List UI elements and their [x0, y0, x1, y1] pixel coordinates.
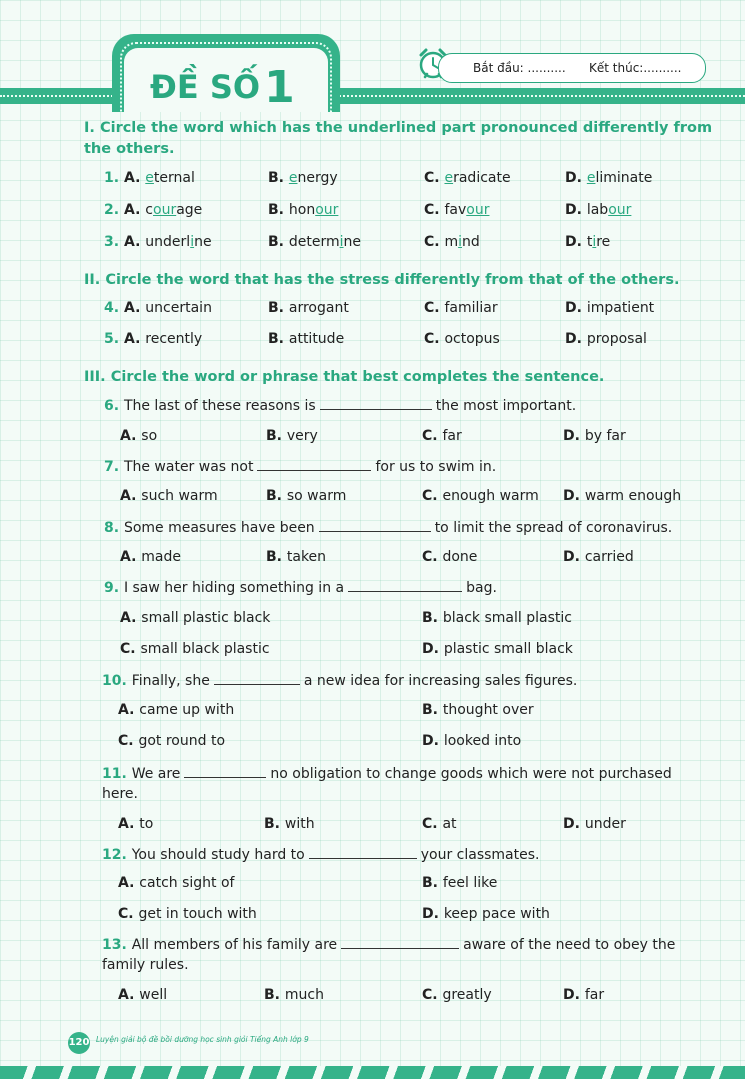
option-4 [565, 331, 647, 347]
option-2 [268, 170, 338, 186]
option-letter: C. [118, 733, 139, 749]
question-number-text: 12. [102, 847, 132, 863]
option-letter: C. [118, 906, 139, 922]
question-number-text: 13. [102, 937, 132, 953]
option-4 [563, 549, 634, 565]
option-4 [563, 428, 626, 444]
option-1 [118, 875, 234, 891]
page-header [0, 0, 745, 112]
end-label: Kết thúc:.......... [589, 61, 682, 75]
question-stem [102, 847, 539, 863]
stem-part-b: a new idea for increasing sales figures. [303, 673, 578, 689]
option-text: far [442, 428, 462, 444]
question-stem [104, 520, 672, 536]
option-text-pre: fav [444, 202, 467, 218]
page-number: 120 [68, 1032, 90, 1054]
stem-continuation: here. [102, 786, 138, 802]
option-text: feel like [442, 875, 498, 891]
stem-part-b: your classmates. [420, 847, 540, 863]
option-4 [565, 170, 652, 186]
answer-blank [319, 531, 431, 532]
option-letter: D. [422, 733, 444, 749]
page-title [150, 62, 295, 113]
option-letter: B. [264, 816, 285, 832]
option-letter: A. [124, 202, 146, 218]
option-2 [268, 234, 361, 250]
question-number [104, 300, 119, 316]
option-text: with [284, 816, 315, 832]
option-2 [268, 331, 344, 347]
option-letter: B. [422, 702, 443, 718]
question-number-text: 6. [104, 398, 124, 414]
option-text-pre: m [444, 234, 459, 250]
option-letter: C. [422, 549, 443, 565]
option-3 [422, 428, 462, 444]
option-2 [422, 702, 534, 718]
answer-blank [257, 470, 371, 471]
time-box [438, 53, 706, 83]
section-heading-2: II. Circle the word that has the stress differently from that of the others. [84, 272, 680, 288]
option-text-pre: t [586, 234, 593, 250]
option-text: at [442, 816, 457, 832]
option-underlined-part: our [315, 202, 339, 218]
option-text: taken [286, 549, 327, 565]
option-4 [565, 202, 631, 218]
option-4 [563, 987, 604, 1003]
option-4 [422, 906, 550, 922]
option-1 [124, 170, 195, 186]
question-number-text: 3. [104, 234, 120, 250]
option-3 [424, 300, 498, 316]
option-1 [124, 202, 202, 218]
stem-continuation: family rules. [102, 957, 189, 973]
option-letter: A. [124, 234, 146, 250]
section-heading-3: III. Circle the word or phrase that best completes the sentence. [84, 369, 605, 385]
option-text: enough warm [442, 488, 539, 504]
option-4 [422, 733, 521, 749]
option-1 [120, 428, 157, 444]
start-label: Bắt đầu: .......... [473, 61, 566, 75]
option-2 [422, 875, 497, 891]
answer-blank [214, 684, 300, 685]
option-letter: A. [120, 610, 142, 626]
question-number-text: 2. [104, 202, 120, 218]
option-text-pre: lab [586, 202, 609, 218]
option-letter: B. [268, 202, 289, 218]
option-3 [118, 733, 225, 749]
option-underlined-part: e [288, 170, 298, 186]
option-4 [563, 816, 626, 832]
option-4 [565, 234, 610, 250]
option-underlined-part: i [458, 234, 462, 250]
question-stem [104, 580, 497, 596]
question-number-text: 1. [104, 170, 120, 186]
title-number: 1 [264, 62, 295, 113]
stem-part-b: aware of the need to obey the [463, 937, 676, 953]
option-letter: A. [118, 816, 140, 832]
option-3 [422, 488, 539, 504]
option-2 [266, 549, 326, 565]
option-text: well [139, 987, 168, 1003]
option-text: very [286, 428, 318, 444]
option-2 [268, 300, 349, 316]
option-3 [118, 906, 257, 922]
option-1 [124, 234, 212, 250]
option-text-post: radicate [453, 170, 511, 186]
option-text: got round to [138, 733, 226, 749]
stem-part-b: bag. [466, 580, 497, 596]
option-text-post: ne [343, 234, 362, 250]
question-number [104, 234, 119, 250]
option-underlined-part: our [466, 202, 490, 218]
option-letter: C. [424, 170, 445, 186]
option-letter: C. [422, 987, 443, 1003]
option-text: made [141, 549, 182, 565]
option-text: get in touch with [138, 906, 257, 922]
option-text: far [584, 987, 605, 1003]
option-text: thought over [442, 702, 534, 718]
question-number-text: 7. [104, 459, 124, 475]
option-text-pre: attitude [288, 331, 345, 347]
option-2 [264, 987, 324, 1003]
option-3 [424, 234, 480, 250]
option-letter: D. [563, 488, 585, 504]
stem-part-a: Some measures have been [123, 520, 315, 536]
option-letter: A. [118, 987, 140, 1003]
option-2 [422, 610, 572, 626]
option-text: so warm [286, 488, 347, 504]
option-letter: A. [118, 702, 140, 718]
option-2 [266, 428, 318, 444]
option-text: plastic small black [443, 641, 573, 657]
option-letter: C. [424, 234, 445, 250]
option-1 [118, 987, 167, 1003]
option-letter: A. [118, 875, 140, 891]
option-text: keep pace with [443, 906, 550, 922]
question-number-text: 10. [102, 673, 132, 689]
option-letter: C. [120, 641, 141, 657]
option-text-pre: proposal [586, 331, 647, 347]
question-number [104, 170, 119, 186]
option-text-pre: familiar [444, 300, 498, 316]
question-stem [102, 937, 675, 953]
option-letter: B. [266, 488, 287, 504]
question-number-text: 8. [104, 520, 124, 536]
option-letter: D. [563, 549, 585, 565]
option-underlined-part: e [145, 170, 154, 186]
question-stem [102, 766, 672, 782]
question-number-text: 11. [102, 766, 132, 782]
question-number [104, 331, 119, 347]
option-text-post: ternal [153, 170, 195, 186]
option-letter: B. [264, 987, 285, 1003]
option-underlined-part: i [592, 234, 597, 250]
option-4 [422, 641, 573, 657]
option-text-post: ne [194, 234, 212, 250]
option-letter: D. [563, 987, 585, 1003]
answer-blank [309, 858, 417, 859]
option-text-pre: c [145, 202, 153, 218]
option-text-pre: uncertain [145, 300, 212, 316]
option-letter: B. [266, 549, 287, 565]
option-1 [120, 610, 270, 626]
question-stem [102, 673, 577, 689]
option-3 [424, 170, 511, 186]
option-text-pre: recently [145, 331, 203, 347]
question-stem [104, 459, 496, 475]
option-letter: C. [424, 331, 445, 347]
option-text-pre: impatient [586, 300, 655, 316]
option-2 [266, 488, 346, 504]
answer-blank [320, 409, 432, 410]
option-text: by far [584, 428, 626, 444]
option-text: small plastic black [141, 610, 271, 626]
option-letter: B. [422, 610, 443, 626]
option-1 [120, 488, 218, 504]
option-3 [422, 987, 492, 1003]
option-text-post: liminate [595, 170, 653, 186]
option-3 [424, 202, 489, 218]
option-letter: A. [120, 549, 142, 565]
option-letter: B. [268, 331, 289, 347]
stem-part-a: Finally, she [131, 673, 210, 689]
option-1 [118, 702, 234, 718]
option-text: greatly [442, 987, 492, 1003]
option-letter: D. [565, 300, 587, 316]
option-letter: D. [422, 641, 444, 657]
question-number-text: 4. [104, 300, 120, 316]
option-letter: D. [565, 202, 587, 218]
option-text: looked into [443, 733, 522, 749]
option-text: carried [584, 549, 634, 565]
option-text-pre: octopus [444, 331, 500, 347]
option-text-post: age [176, 202, 203, 218]
option-3 [422, 816, 457, 832]
option-letter: A. [124, 331, 146, 347]
stem-part-b: to limit the spread of coronavirus. [434, 520, 673, 536]
section-heading-1: I. Circle the word which has the underlined part pronounced differently from the others. [84, 120, 713, 157]
option-text: under [584, 816, 626, 832]
option-1 [120, 549, 181, 565]
option-letter: D. [422, 906, 444, 922]
option-1 [124, 331, 202, 347]
stem-part-a: You should study hard to [131, 847, 305, 863]
option-text-post: re [596, 234, 611, 250]
stem-part-a: The last of these reasons is [123, 398, 316, 414]
option-letter: B. [422, 875, 443, 891]
option-underlined-part: i [339, 234, 344, 250]
option-letter: A. [120, 428, 142, 444]
option-underlined-part: our [608, 202, 632, 218]
option-text: to [139, 816, 154, 832]
option-letter: A. [124, 170, 146, 186]
option-text-pre: arrogant [288, 300, 349, 316]
stem-part-b: for us to swim in. [375, 459, 497, 475]
stem-part-a: I saw her hiding something in a [123, 580, 345, 596]
question-number [104, 202, 119, 218]
option-text: catch sight of [139, 875, 235, 891]
option-2 [268, 202, 338, 218]
option-text: so [141, 428, 158, 444]
stem-part-a: All members of his family are [131, 937, 338, 953]
option-letter: C. [424, 300, 445, 316]
question-stem [104, 398, 576, 414]
option-text: such warm [141, 488, 218, 504]
option-text: came up with [139, 702, 235, 718]
option-underlined-part: e [444, 170, 454, 186]
answer-blank [341, 948, 459, 949]
option-text: warm enough [584, 488, 682, 504]
option-underlined-part: our [153, 202, 177, 218]
option-4 [565, 300, 654, 316]
footer-text: Luyện giải bộ đề bồi dưỡng học sinh giỏi Tiếng Anh lớp 9 [96, 1035, 309, 1044]
stem-part-b: the most important. [435, 398, 577, 414]
option-text: small black plastic [140, 641, 270, 657]
option-letter: D. [565, 234, 587, 250]
option-text: much [284, 987, 324, 1003]
option-letter: D. [565, 170, 587, 186]
option-underlined-part: e [586, 170, 596, 186]
option-letter: A. [120, 488, 142, 504]
option-1 [118, 816, 153, 832]
stem-part-b: no obligation to change goods which were not purchased [270, 766, 672, 782]
option-letter: B. [268, 300, 289, 316]
option-letter: D. [563, 816, 585, 832]
option-letter: B. [268, 170, 289, 186]
option-1 [124, 300, 212, 316]
option-letter: A. [124, 300, 146, 316]
question-number-text: 5. [104, 331, 120, 347]
option-letter: B. [268, 234, 289, 250]
option-3 [422, 549, 477, 565]
answer-blank [348, 591, 462, 592]
option-text-post: nergy [297, 170, 338, 186]
option-text-pre: underl [145, 234, 191, 250]
option-text-pre: hon [288, 202, 316, 218]
option-text: done [442, 549, 478, 565]
option-text-post: nd [462, 234, 480, 250]
option-letter: B. [266, 428, 287, 444]
question-number-text: 9. [104, 580, 124, 596]
option-letter: D. [563, 428, 585, 444]
stem-part-a: The water was not [123, 459, 254, 475]
option-underlined-part: i [190, 234, 195, 250]
title-prefix: ĐỀ SỐ [150, 68, 261, 106]
footer-band [0, 1066, 745, 1079]
option-text: black small plastic [442, 610, 572, 626]
option-text-pre: determ [288, 234, 340, 250]
option-3 [120, 641, 270, 657]
option-letter: D. [565, 331, 587, 347]
option-3 [424, 331, 500, 347]
option-letter: C. [422, 816, 443, 832]
stem-part-a: We are [131, 766, 181, 782]
answer-blank [184, 777, 266, 778]
option-letter: C. [422, 488, 443, 504]
option-letter: C. [422, 428, 443, 444]
option-letter: C. [424, 202, 445, 218]
option-4 [563, 488, 681, 504]
option-2 [264, 816, 315, 832]
